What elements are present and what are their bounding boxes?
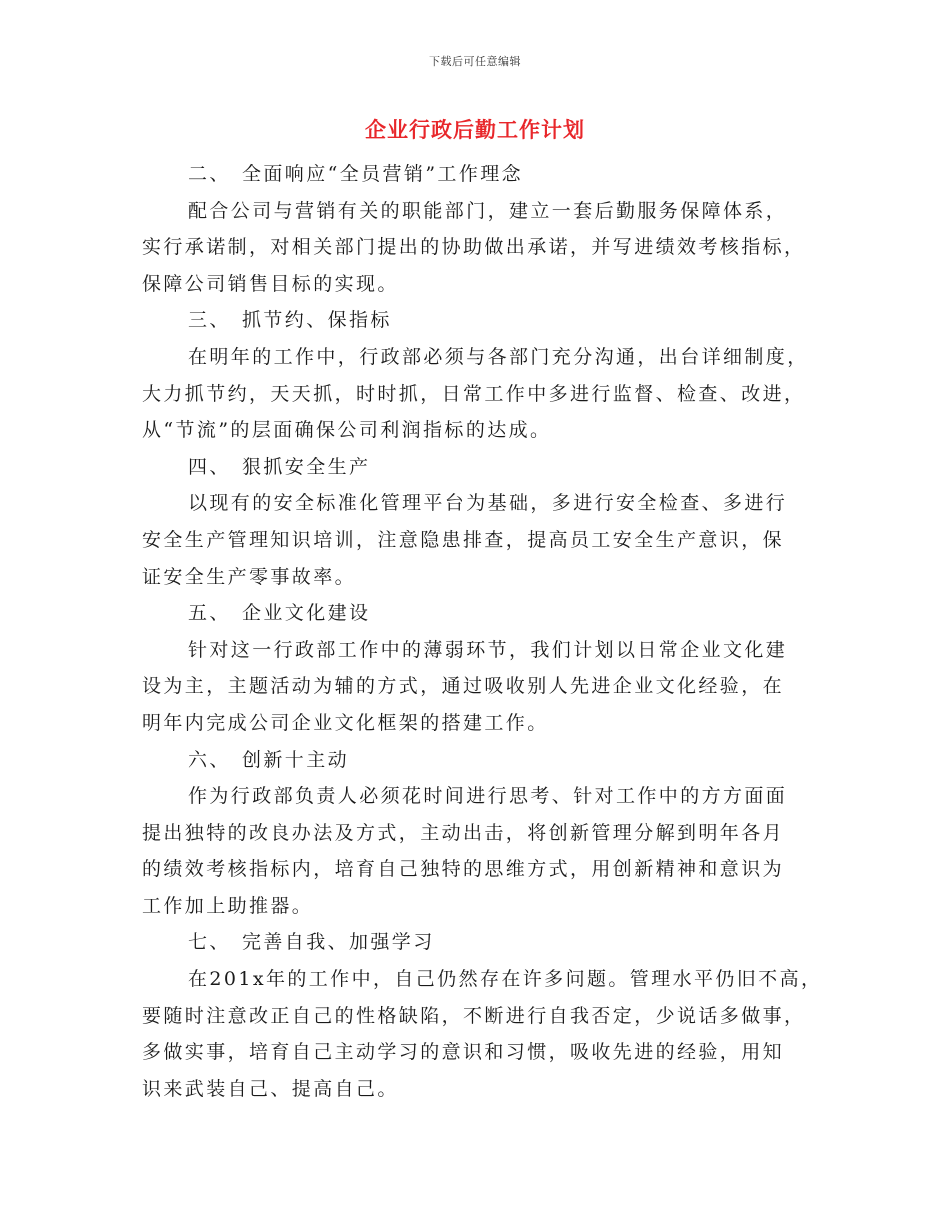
section-title: 完善自我、加强学习	[242, 931, 435, 954]
section-number: 六、	[188, 748, 231, 771]
section-number: 五、	[188, 602, 231, 625]
paragraph-line: 针对这一行政部工作中的薄弱环节，我们计划以日常企业文化建	[188, 638, 788, 661]
paragraph-line: 提出独特的改良办法及方式，主动出击，将创新管理分解到明年各月	[142, 821, 785, 844]
paragraph-line: 明年内完成公司企业文化框架的搭建工作。	[142, 711, 549, 734]
paragraph-line: 保障公司销售目标的实现。	[142, 272, 399, 295]
document-title: 企业行政后勤工作计划	[365, 117, 585, 142]
section-title: 抓节约、保指标	[242, 309, 392, 332]
paragraph-line: 配合公司与营销有关的职能部门，建立一套后勤服务保障体系，	[188, 199, 788, 222]
section	[142, 742, 822, 925]
section-number: 二、	[188, 163, 231, 185]
section-number: 三、	[188, 309, 231, 332]
section-number: 四、	[188, 455, 231, 478]
section-title: 企业文化建设	[242, 602, 371, 625]
section-heading	[142, 156, 822, 193]
paragraph-line: 安全生产管理知识培训，注意隐患排查，提高员工安全生产意识，保	[142, 528, 785, 551]
paragraph-line: 的绩效考核指标内，培育自己独特的思维方式，用创新精神和意识为	[142, 858, 785, 881]
paragraph-line: 大力抓节约，天天抓，时时抓，日常工作中多进行监督、检查、改进，	[142, 382, 806, 405]
paragraph-line: 作为行政部负责人必须花时间进行思考、针对工作中的方方面面	[188, 785, 788, 808]
section-title: 创新十主动	[242, 748, 350, 771]
section-heading	[142, 595, 822, 632]
section	[142, 156, 822, 302]
section	[142, 302, 822, 448]
paragraph-line: 以现有的安全标准化管理平台为基础，多进行安全检查、多进行	[188, 492, 788, 515]
section-number: 七、	[188, 931, 231, 954]
section	[142, 924, 822, 1107]
section	[142, 449, 822, 595]
paragraph-line: 从“节流”的层面确保公司利润指标的达成。	[142, 419, 552, 442]
paragraph-line: 设为主，主题活动为辅的方式，通过吸收别人先进企业文化经验，在	[142, 675, 785, 698]
section	[142, 595, 822, 741]
section-title: 狠抓安全生产	[242, 455, 371, 478]
paragraph-line: 工作加上助推器。	[142, 894, 314, 917]
section-heading	[142, 449, 822, 486]
section-heading	[142, 742, 822, 779]
page-header-note: 下载后可任意编辑	[429, 55, 521, 68]
section-title: 全面响应“全员营销”工作理念	[242, 163, 524, 185]
paragraph-line: 识来武装自己、提高自己。	[142, 1077, 399, 1100]
paragraph-line: 在明年的工作中，行政部必须与各部门充分沟通，出台详细制度，	[188, 345, 809, 368]
paragraph-line: 证安全生产零事故率。	[142, 565, 357, 588]
paragraph-line: 在201x年的工作中，自己仍然存在许多问题。管理水平仍旧不高，	[188, 968, 823, 991]
paragraph-line: 多做实事，培育自己主动学习的意识和习惯，吸收先进的经验，用知	[142, 1041, 785, 1064]
paragraph-line: 实行承诺制，对相关部门提出的协助做出承诺，并写进绩效考核指标，	[142, 236, 806, 259]
paragraph-line: 要随时注意改正自己的性格缺陷，不断进行自我否定，少说话多做事，	[142, 1004, 806, 1027]
section-heading	[142, 302, 822, 339]
section-heading	[142, 924, 822, 961]
document-body	[142, 156, 822, 1107]
